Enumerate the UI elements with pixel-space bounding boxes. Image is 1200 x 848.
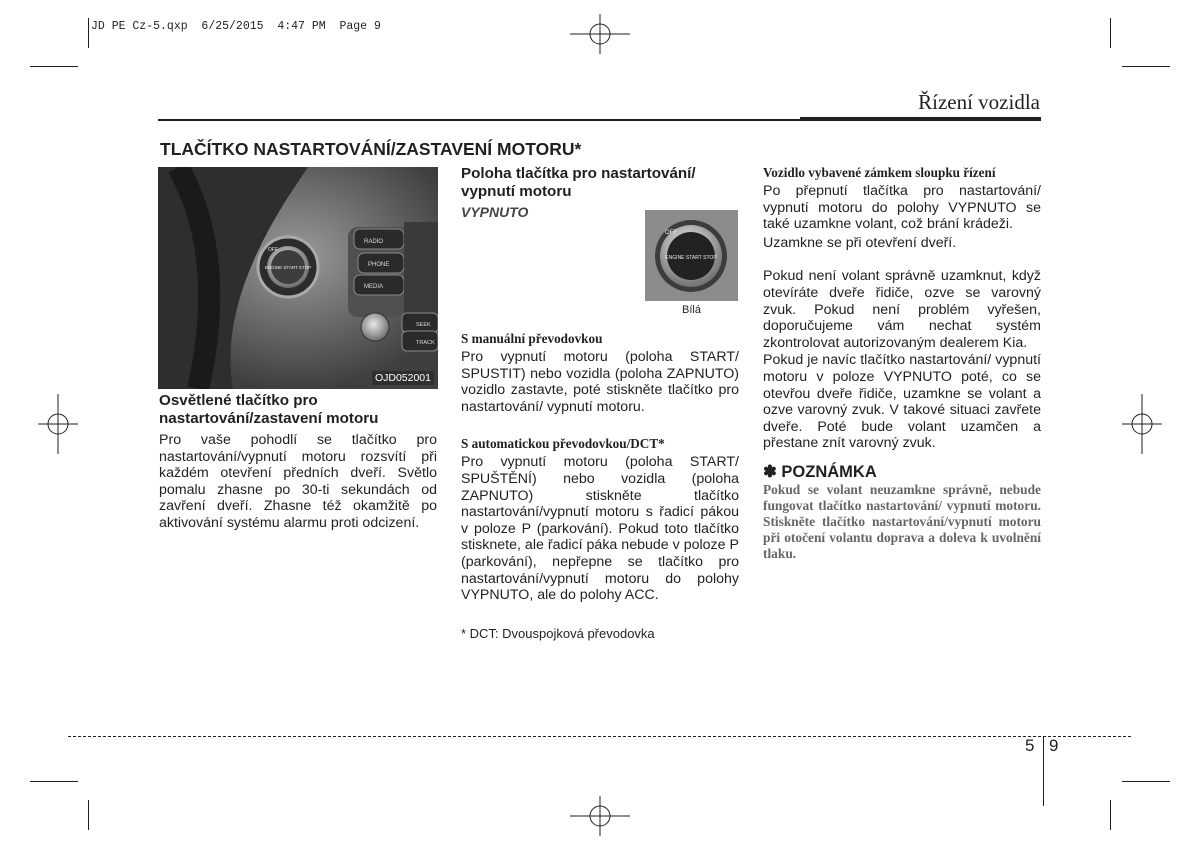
note-body: Pokud se volant neuzamkne správně, nebude fungovat tlačítko nastartování/ vypnutí motoru. Stiskněte tlačítko nastartování/vypnutí motoru při otočení volantu doprava a doleva k uvolnění tlaku. bbox=[763, 481, 1041, 561]
media-label: MEDIA bbox=[364, 284, 384, 290]
engine-start-stop-label: ENGINE START STOP bbox=[264, 265, 312, 270]
dashboard-illustration bbox=[158, 167, 438, 389]
col1-heading: Osvětlené tlačítko pro nastartování/zastavení motoru bbox=[159, 392, 379, 427]
footer-rule bbox=[68, 736, 1131, 737]
mode-label: VYPNUTO bbox=[461, 204, 529, 220]
section-number: 5 bbox=[1025, 736, 1035, 755]
track-label: TRACK bbox=[416, 340, 435, 346]
manual-heading: S manuální převodovkou bbox=[461, 331, 603, 346]
page-number: 9 bbox=[1049, 736, 1059, 755]
header-rule-accent bbox=[800, 117, 1041, 121]
col3-para1b: Uzamkne se při otevření dveří. bbox=[763, 234, 957, 251]
note-title: POZNÁMKA bbox=[781, 462, 877, 481]
dashboard-photo bbox=[158, 167, 438, 389]
start-button-illustration bbox=[645, 210, 738, 302]
chapter-title: Řízení vozidla bbox=[918, 90, 1040, 114]
note-star-icon: ✽ bbox=[763, 462, 777, 481]
col3-para3: Pokud je navíc tlačítko nastartování/ vypnutí motoru v poloze VYPNUTO poté, co se otevřou dveře řidiče, uzamkne se volant a ozve varovný zvuk. V takové situaci zavřete dveře. Poté bude volant uzamčen a přestane znít varovný zvuk. bbox=[763, 352, 1041, 452]
section-title: TLAČÍTKO NASTARTOVÁNÍ/ZASTAVENÍ MOTORU* bbox=[160, 139, 582, 159]
col3-heading: Vozidlo vybavené zámkem sloupku řízení bbox=[763, 165, 996, 180]
col3-para2: Pokud není volant správně uzamknut, když otevíráte dveře řidiče, ozve se varovný zvuk. Pokud není problém vyřešen, doporučujeme vám nechat systém zkontrolovat autorizovaným dealerem Kia. bbox=[763, 268, 1041, 351]
print-slug: JD PE Cz-5.qxp 6/25/2015 4:47 PM Page 9 bbox=[91, 20, 381, 33]
footnote: * DCT: Dvouspojková převodovka bbox=[461, 625, 655, 641]
col3-para1: Po přepnutí tlačítka pro nastartování/ vypnutí motoru do polohy VYPNUTO se také uzamkne volant, což brání krádeži. bbox=[763, 183, 1041, 233]
auto-heading: S automatickou převodovkou/DCT* bbox=[461, 436, 665, 452]
column-1 bbox=[159, 392, 437, 532]
off-label: OFF bbox=[268, 247, 278, 253]
ring-off-label: OFF bbox=[665, 230, 677, 236]
col1-body: Pro vaše pohodlí se tlačítko pro nastartování/vypnutí motoru rozsvítí při každém otevření předních dveří. Světlo pomalu zhasne po 30-ti sekundách od zavření dveří. Zhasne též okamžitě po aktivování systému alarmu proti odcizení. bbox=[159, 432, 437, 531]
seek-label: SEEK bbox=[416, 322, 431, 328]
button-photo-caption: Bílá bbox=[645, 301, 738, 321]
note-header bbox=[763, 464, 1041, 481]
auto-body: Pro vypnutí motoru (poloha START/ SPUŠTĚNÍ) nebo vozidla (poloha ZAPNUTO) stiskněte tlačítko nastartování/vypnutí motoru s řadicí pákou v poloze P (parkování). Pokud toto tlačítko stisknete, ale řadicí páka nebude v poloze P (parkování), nepřepne se tlačítko pro nastartování/vypnutí motoru do polohy VYPNUTO, ale do polohy ACC. bbox=[461, 454, 739, 604]
radio-label: RADIO bbox=[364, 239, 384, 245]
column-3 bbox=[763, 165, 1041, 562]
page-number-divider bbox=[1043, 736, 1044, 806]
button-text: ENGINE START STOP bbox=[665, 255, 717, 261]
col2-heading: Poloha tlačítka pro nastartování/ vypnutí motoru bbox=[461, 165, 696, 200]
manual-body: Pro vypnutí motoru (poloha START/ SPUSTIT) nebo vozidla (poloha ZAPNUTO) vozidlo zastavte, poté stiskněte tlačítko pro nastartování/ vypnutí motoru. bbox=[461, 349, 739, 415]
column-2-body bbox=[461, 331, 739, 642]
phone-label: PHONE bbox=[368, 262, 390, 268]
image-code: OJD052001 bbox=[372, 371, 434, 385]
